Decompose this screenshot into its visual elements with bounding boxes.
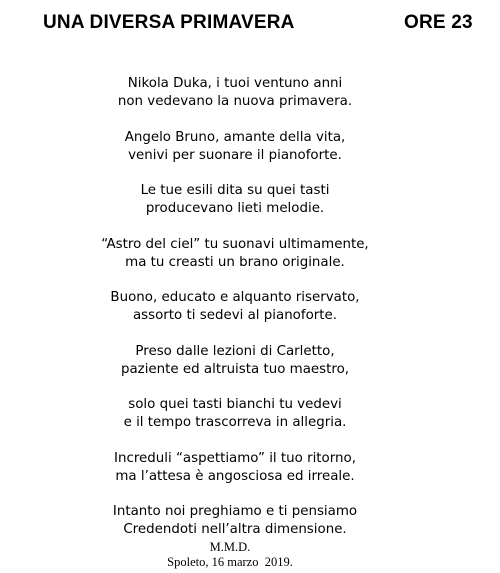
poem-title: UNA DIVERSA PRIMAVERA — [43, 12, 295, 33]
poem-line: Nikola Duka, i tuoi ventuno anni — [127, 76, 343, 91]
poem-line: ma tu creasti un brano originale. — [125, 254, 345, 270]
stanza — [0, 75, 470, 111]
poem-line: Le tue esili dita su quei tasti — [140, 183, 330, 198]
stanza — [0, 343, 470, 379]
poem-line: paziente ed altruista tuo maestro, — [120, 361, 350, 377]
author-signature: M.M.D. — [209, 540, 251, 554]
poem-line: “Astro del ciel” tu suonavi ultimamente, — [101, 236, 369, 252]
poem-line: Increduli “aspettiamo” il tuo ritorno, — [114, 450, 356, 466]
poem-line: Intanto noi preghiamo e ti pensiamo — [112, 504, 358, 519]
poem-line: e il tempo trascorreva in allegria. — [123, 415, 347, 430]
stanza — [0, 129, 470, 165]
poem-line: Preso dalle lezioni di Carletto, — [135, 343, 335, 359]
stanza — [0, 236, 470, 272]
poem-line: ma l’attesa è angosciosa ed irreale. — [115, 468, 355, 484]
document-footer — [0, 540, 460, 570]
poem-line: Buono, educato e alquanto riservato, — [110, 290, 360, 305]
poem-line: non vedevano la nuova primavera. — [117, 94, 353, 109]
poem-line: assorto ti sedevi al pianoforte. — [132, 308, 338, 323]
poem-body — [0, 75, 470, 557]
stanza — [0, 503, 470, 539]
stanza — [0, 182, 470, 218]
poem-line: Credendoti nell’altra dimensione. — [123, 522, 347, 537]
stanza — [0, 289, 470, 325]
stanza — [0, 450, 470, 486]
place-date: Spoleto, 16 marzo 2019. — [167, 555, 293, 569]
document-header — [0, 12, 500, 38]
hour-label: ORE 23 — [404, 12, 473, 33]
poem-line: Angelo Bruno, amante della vita, — [124, 129, 346, 145]
poem-line: producevano lieti melodie. — [145, 201, 325, 216]
poem-line: venivi per suonare il pianoforte. — [128, 147, 342, 163]
poem-line: solo quei tasti bianchi tu vedevi — [128, 397, 342, 412]
stanza — [0, 396, 470, 432]
